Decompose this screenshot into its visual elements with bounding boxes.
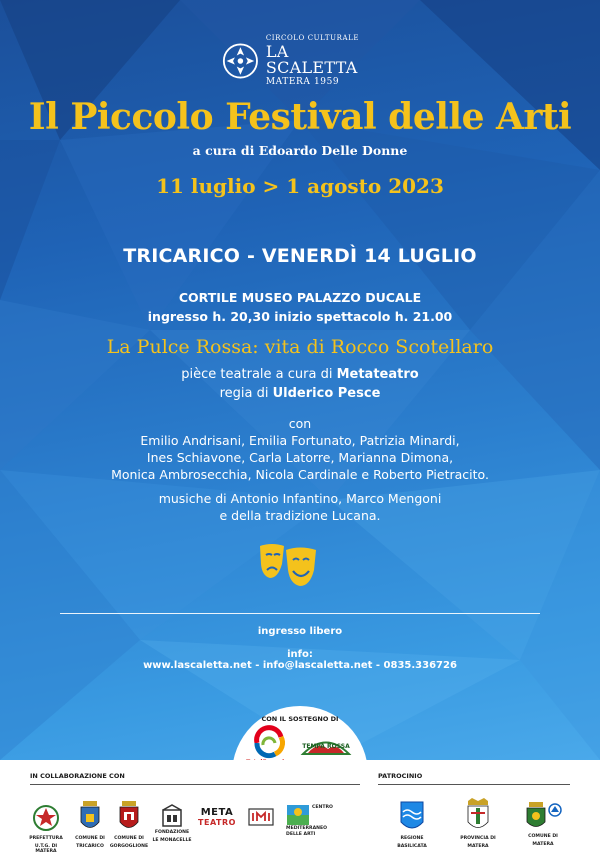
director-name: Ulderico Pesce: [272, 386, 381, 401]
production-line: [0, 367, 600, 382]
partner-prefettura: [24, 804, 68, 855]
matera-crest-icon: [523, 800, 563, 832]
tempa-rossa-logo-icon: [300, 733, 352, 757]
partner-iam: [244, 806, 278, 828]
collaboration-label: IN COLLABORAZIONE CON: [30, 772, 125, 780]
event-venue: CORTILE MUSEO PALAZZO DUCALE: [178, 290, 422, 305]
partner-gorgoglione: [108, 800, 150, 849]
partner-label-line: REGIONE: [400, 836, 424, 841]
centro-mediterraneo-logo-icon: [286, 804, 310, 826]
production-prefix: pièce teatrale a cura di: [181, 367, 337, 382]
partner-provincia-matera: [456, 798, 500, 849]
republic-emblem-icon: [32, 804, 60, 834]
partner-label-line: U.T.G. DI MATERA: [34, 843, 58, 854]
event-headline: TRICARICO - VENERDÌ 14 LUGLIO: [123, 245, 477, 267]
partner-label-line: BASILICATA: [397, 843, 427, 849]
logo-subtitle: CIRCOLO CULTURALE: [265, 34, 360, 42]
iam-logo-icon: [248, 806, 274, 828]
partner-metateatro: [196, 808, 238, 828]
partner-centro-mediterraneo: [286, 804, 348, 837]
event-timing: ingresso h. 20,30 inizio spettacolo h. 21.00: [147, 309, 453, 324]
cast-line: Ines Schiavone, Carla Latorre, Marianna Dimona,: [146, 450, 454, 465]
music-line: e della tradizione Lucana.: [219, 508, 381, 523]
cast-with-label: con: [288, 416, 312, 431]
partner-tricarico: [70, 800, 110, 849]
partner-comune-matera: [520, 800, 566, 847]
collaboration-rule: [30, 784, 360, 785]
director-prefix: regia di: [219, 386, 273, 401]
partner-label-line: TEATRO: [198, 818, 236, 827]
partner-label-line: PREFETTURA: [29, 836, 63, 841]
cast-line: Monica Ambrosecchia, Nicola Cardinale e Roberto Pietracito.: [111, 467, 489, 482]
contact-info: www.lascaletta.net - info@lascaletta.net - 0835.336726: [143, 660, 457, 671]
festival-title: Il Piccolo Festival delle Arti: [28, 96, 572, 138]
entry-info: ingresso libero: [257, 626, 343, 637]
partner-monacelle: [152, 804, 192, 843]
cross-emblem-icon: [222, 42, 259, 80]
production-company: Metateatro: [336, 367, 419, 382]
logo-name: LA SCALETTA: [265, 42, 358, 77]
partner-label-line: MATERA: [532, 841, 554, 847]
partner-label-line: COMUNE DI: [114, 836, 144, 841]
partner-label-line: GORGOGLIONE: [109, 843, 149, 849]
partner-label-line: MATERA: [467, 843, 489, 849]
metateatro-logo-icon: [196, 808, 238, 828]
director-line: [0, 386, 600, 401]
show-title: La Pulce Rossa: vita di Rocco Scotellaro: [106, 336, 494, 358]
partner-label-line: DELLE ARTI: [286, 831, 316, 837]
tempa-rossa-name: TEMPA ROSSA: [302, 743, 350, 750]
theater-masks-icon: [258, 540, 322, 588]
info-label: info:: [287, 649, 313, 660]
music-line: musiche di Antonio Infantino, Marco Mengoni: [158, 491, 442, 506]
partner-label-line: META: [200, 807, 234, 818]
partners-footer: [0, 760, 600, 862]
partner-label-line: COMUNE DI: [75, 836, 105, 841]
cast-line: Emilio Andrisani, Emilia Fortunato, Patrizia Minardi,: [140, 433, 460, 448]
divider: [60, 613, 540, 614]
la-scaletta-logo: [222, 34, 382, 87]
partner-label-line: FONDAZIONE: [154, 830, 190, 835]
provincia-crest-icon: [464, 798, 492, 834]
partner-label-line: CENTRO: [312, 805, 333, 810]
basilicata-crest-icon: [399, 800, 425, 834]
partner-label-line: PROVINCIA DI: [460, 836, 496, 841]
tricarico-crest-icon: [78, 800, 102, 834]
patronage-rule: [378, 784, 570, 785]
sponsor-label: CON IL SOSTEGNO DI: [261, 715, 339, 723]
partner-label-line: LE MONACELLE: [152, 837, 192, 843]
festival-dates: 11 luglio > 1 agosto 2023: [156, 174, 444, 198]
patronage-label: PATROCINIO: [378, 772, 423, 780]
festival-curator: a cura di Edoardo Delle Donne: [192, 143, 408, 158]
partner-label-line: COMUNE DI: [528, 834, 558, 839]
partner-label-line: TRICARICO: [76, 843, 104, 849]
monacelle-logo-icon: [161, 804, 183, 828]
logo-place-year: MATERA 1959: [265, 77, 340, 87]
gorgoglione-crest-icon: [117, 800, 141, 834]
partner-label-line: MEDITERRANEO: [286, 826, 328, 831]
partner-regione-basilicata: [390, 800, 434, 849]
